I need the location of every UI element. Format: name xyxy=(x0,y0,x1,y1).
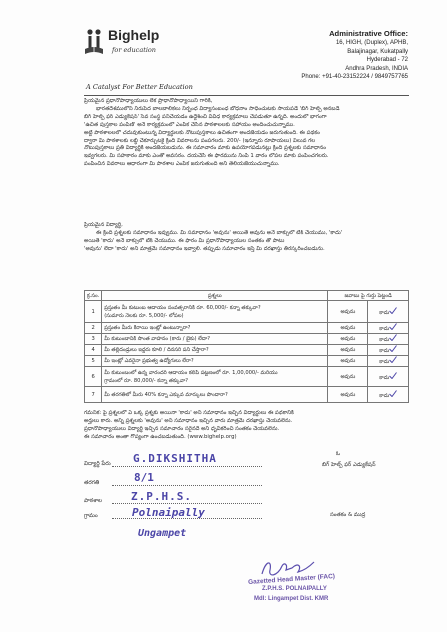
letter-body xyxy=(84,98,410,169)
row-number: 1 xyxy=(85,301,102,323)
yes-label: అవును xyxy=(340,308,356,315)
answer-no[interactable] xyxy=(368,323,409,334)
eligibility-table xyxy=(84,290,409,403)
answer-no[interactable] xyxy=(368,301,409,323)
no-label: కాదు xyxy=(379,326,390,332)
answer-no[interactable] xyxy=(368,367,409,387)
yes-label: అవును xyxy=(340,336,356,342)
school-value[interactable]: Z.P.H.S. xyxy=(131,490,192,503)
row-number: 2 xyxy=(85,323,102,334)
body-line: పంపించిన వివరాలు ఆధారంగా మీ పాఠశాల ఎంపిక జరుగుతుంది అని తెలియజేయుచున్నాము. xyxy=(84,161,280,168)
question-text: మీ తరగతిలో మీరు 40% కన్నా ఎక్కువ మార్కులు పొందారా? xyxy=(102,387,328,403)
body-line: బిగ్ హెల్ప్ ఫర్ ఎడ్యుకేషన్' సేవ సంస్థ పనిచేయడం ఉద్దేశించి వివిధ కార్యక్రమాలు చేపడుతూ ఉన్నది. అందులో భాగంగా xyxy=(84,113,327,120)
row-number: 6 xyxy=(85,367,102,387)
no-label: కాదు xyxy=(379,337,390,343)
answer-yes[interactable] xyxy=(328,301,368,323)
row-question xyxy=(102,367,328,387)
answer-yes[interactable] xyxy=(328,367,368,387)
tagline: A Catalyst For Better Education xyxy=(86,83,193,91)
body-line: 'ఉచిత పుస్తకాల పంపిణీ' అనే కార్యక్రమంలో ఎంపిక చేసిన పాఠశాలలకు సహాయం అందించుచున్నాము. xyxy=(84,121,295,128)
no-label: కాదు xyxy=(379,374,390,381)
header-divider xyxy=(84,95,409,96)
yes-label: అవును xyxy=(340,391,356,398)
name-line xyxy=(112,466,262,467)
question-text-cont: గ్రామంలో రూ. 80,000/- కన్నా తక్కువా? xyxy=(104,377,189,384)
school-label: పాఠశాల xyxy=(84,498,102,504)
checkmark-icon xyxy=(389,334,397,341)
village-label: గ్రామం xyxy=(84,513,98,519)
no-label: కాదు xyxy=(379,309,390,316)
note-line: ప్రధానోపాధ్యాయులు విద్యార్థి ఇచ్చిన సమాచారం సరైనదే అని ధృవీకరించి సంతకం చేయవలెను. xyxy=(84,425,280,432)
checkmark-icon xyxy=(389,345,397,352)
no-label: కాదు xyxy=(379,348,390,354)
checkmark-icon xyxy=(389,307,397,314)
class-value[interactable]: 8/1 xyxy=(134,471,154,484)
sub-heading: ప్రియమైన విద్యార్థి, xyxy=(84,222,123,228)
office-line: Balajinagar, Kukatpally xyxy=(347,48,408,55)
question-text: ప్రస్తుతం మీరు కిరాయి ఇంట్లో ఉంటున్నారా? xyxy=(102,323,328,334)
table-row xyxy=(85,356,409,367)
question-text: మీ కుటుంబానికి సొంత వాహనం (కారు / బైకు) లేదా? xyxy=(102,334,328,345)
book-people-icon xyxy=(84,28,104,56)
answer-yes[interactable] xyxy=(328,356,368,367)
col-header-answer: జవాబు పై గుర్తు పెట్టండి xyxy=(328,291,409,301)
stamp-title: Gazetted Head Master (FAC) xyxy=(247,572,336,587)
row-question xyxy=(102,301,328,323)
salutation: ప్రియమైన ప్రధానోపాధ్యాయులు లేక ప్రాధానోపాధ్యాయిని గారికి, xyxy=(84,98,213,104)
body-line: ద్వారా మీ పాఠశాలకు లబ్ధి చేకూర్చుటకై క్రింది వివరాలను పంపగలరు. 200/- (ఇన్నూరు రూపాయలు) విలువ గల xyxy=(84,137,316,144)
village-value[interactable]: Polnaipally xyxy=(132,506,205,519)
note-line: గమనిక: పై ప్రశ్నలలో ఏ ఒక్క ప్రశ్నకు అయినా 'కాదు' అని సమాధానం ఇచ్చిన విద్యార్థులు ఈ పథకానికి xyxy=(84,410,294,416)
checkmark-icon xyxy=(389,323,397,330)
body-line: ఇవ్వగలరు. మీ సహకారం మాకు ఎంతో అవసరం. దయచేసి ఈ ఫారమును నింపి 1 వారం లోపల మాకు పంపించగలరు. xyxy=(84,153,329,160)
question-text: మీ తల్లిదండ్రులు ఇద్దరు కూలి / దినసరి పని చేస్తారా? xyxy=(102,345,328,356)
table-row xyxy=(85,367,409,387)
bighelp-logo xyxy=(84,26,179,60)
question-text: ప్రస్తుతం మీ కుటుంబ ఆదాయం సంవత్సరానికి రూ. 60,000/- కన్నా తక్కువా? xyxy=(104,304,261,311)
table-row xyxy=(85,387,409,403)
question-text: మీ ఇంట్లో ఎవరైనా ప్రభుత్వ ఉద్యోగులు లేరా? xyxy=(102,356,328,367)
org-signature-label: బిగ్ హెల్ప్ ఫర్ ఎడ్యుకేషన్ xyxy=(322,462,376,468)
yes-label: అవును xyxy=(340,347,356,353)
body-line: నోటుపుస్తకాలు ప్రతి విద్యార్థికి అందజేయబడును. ఈ సమాచారం మాకు ఉపయోగపడునట్లు క్రింది ప్రశ్నలకు సమాధానం xyxy=(84,145,326,152)
answer-yes[interactable] xyxy=(328,323,368,334)
checkmark-icon xyxy=(389,372,397,379)
office-title: Administrative Office: xyxy=(329,29,408,38)
mark-glyph: ఓ xyxy=(336,451,340,457)
answer-yes[interactable] xyxy=(328,387,368,403)
yes-label: అవును xyxy=(340,358,356,364)
headmaster-stamp xyxy=(248,556,388,622)
note-block xyxy=(84,410,410,442)
table-row xyxy=(85,345,409,356)
table-header-row xyxy=(85,291,409,301)
row-number: 5 xyxy=(85,356,102,367)
class-label: తరగతి xyxy=(84,480,100,486)
office-line: Andhra Pradesh, INDIA xyxy=(345,65,408,72)
answer-no[interactable] xyxy=(368,387,409,403)
body-line: భారతదేశములోని నిరుపేద బాలబాలికలు నిర్బంధ విద్యాసంబంధ బోధనాం సాధించుటకు సాయపడే 'బిగ్ హెల్ప్ అనబడే xyxy=(96,105,340,112)
answer-no[interactable] xyxy=(368,345,409,356)
yes-label: అవును xyxy=(340,373,356,380)
brand-subtitle: for education xyxy=(112,46,156,54)
class-line xyxy=(112,485,262,486)
student-instructions xyxy=(84,222,410,254)
note-line: అర్హులు కారు. అన్ని ప్రశ్నలకు 'అవును' అని సమాధానం ఇచ్చిన వారు మాత్రమే దరఖాస్తు చేయవలెను. xyxy=(84,417,293,424)
body-line: 'అవును' లేదా 'కాదు' అని మాత్రమే సమాధానం ఇవ్వాలి. తప్పుడు సమాచారం ఇస్తే మీ దరఖాస్తు తిరస్కరించబడును. xyxy=(84,245,325,252)
answer-yes[interactable] xyxy=(328,334,368,345)
table-row xyxy=(85,301,409,323)
answer-no[interactable] xyxy=(368,356,409,367)
no-label: కాదు xyxy=(379,392,390,399)
brand-name: Bighelp xyxy=(108,27,160,43)
body-line: అయితే 'కాదు' అనే బాక్సులో టిక్ చేయుము. ఈ ఫారం మీ ప్రధానోపాధ్యాయుల సంతకం తో పాటు xyxy=(84,237,285,244)
yes-label: అవును xyxy=(340,325,356,331)
table-row xyxy=(85,323,409,334)
question-text: మీ కుటుంబంలో ఉన్న వారందరి ఆదాయం కలిపి పట్టణంలో రూ. 1,00,000/- మరియు xyxy=(104,369,278,376)
no-label: కాదు xyxy=(379,359,390,365)
stamp-school: Z.P.H.S. POLNAIPALLY xyxy=(262,586,327,592)
school-line xyxy=(112,503,262,504)
checkmark-icon xyxy=(389,356,397,363)
row-number: 4 xyxy=(85,345,102,356)
col-header-question: ప్రశ్నలు xyxy=(102,291,328,301)
student-name-label: విద్యార్థి పేరు xyxy=(84,461,111,467)
answer-yes[interactable] xyxy=(328,345,368,356)
body-line: ఈ క్రింది ప్రశ్నలకు సమాధానం ఇవ్వుము. మీ సమాధానం 'అవును' అయితే అవును అనే బాక్సులో టిక్ చేయుము, 'కాదు' xyxy=(96,229,343,236)
question-text-cont: (సుమారు నెలకు రూ. 5,000/- లోపల) xyxy=(104,312,184,319)
col-header-sno: క్ర.సం. xyxy=(85,291,102,301)
answer-no[interactable] xyxy=(368,334,409,345)
note-line: ఈ సమాచారం అంతా గోప్యంగా ఉంచబడుతుంది. (www.bighelp.org) xyxy=(84,433,237,440)
office-line: Hyderabad - 72 xyxy=(366,57,408,64)
row-number: 3 xyxy=(85,334,102,345)
table-row xyxy=(85,334,409,345)
stamp-mandal: Mdl: Lingampet Dist. KMR xyxy=(254,596,329,602)
body-line: అట్టి పాఠశాలలలో చదువుకుంటున్న విద్యార్థులకు నోటుపుస్తకాలు ఉచితంగా అందజేయడం జరుగుతుంది. ఈ పథకం xyxy=(84,129,320,136)
checkmark-icon xyxy=(389,390,397,397)
office-line: 16, HIGH, (Duplex), APHB, xyxy=(335,40,408,46)
student-name-value[interactable]: G.DIKSHITHA xyxy=(133,452,217,465)
office-address xyxy=(248,28,408,82)
mandal-value[interactable]: Ungampet xyxy=(138,528,187,539)
office-phone: Phone: +91-40-23152224 / 9849757765 xyxy=(301,74,408,81)
sign-and-seal-label: సంతకం & ముద్ర xyxy=(330,512,366,518)
row-number: 7 xyxy=(85,387,102,403)
